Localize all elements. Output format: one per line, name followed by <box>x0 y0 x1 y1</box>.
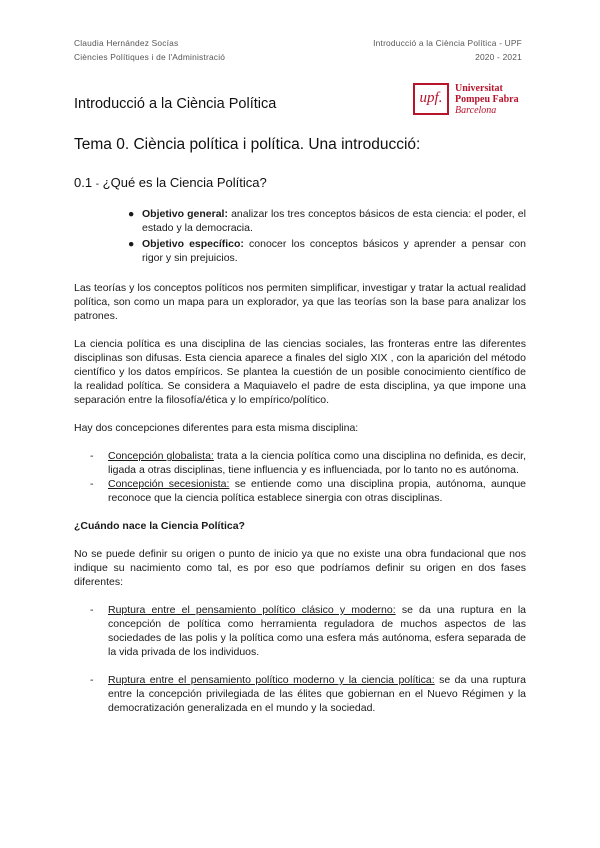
objective-text: conocer los conceptos básicos y aprender a pensar con rigor y sin prejuicios. <box>142 238 526 264</box>
header-year: 2020 - 2021 <box>475 52 522 62</box>
paragraph-origin: No se puede definir su origen o punto de inicio ya que no existe una obra fundacional que nos indique su nacimiento como tal, es por eso que podríamos definir su origen en dos fases diferentes: <box>74 548 526 588</box>
list-item <box>128 207 526 235</box>
conception-label: Concepción secesionista: <box>108 478 230 490</box>
upf-logo-mark: upf. <box>413 83 449 115</box>
section-title <box>74 175 267 190</box>
phase-text: se da una ruptura entre la concepción privilegiada de las élites que gobiernan en el Nuevo Régimen y la democratización generalizada en el mundo y la sociedad. <box>108 674 526 714</box>
logo-line-3: Barcelona <box>455 105 497 116</box>
topic-title: Tema 0. Ciència política i política. Una introducció: <box>74 136 421 153</box>
header-left <box>74 36 225 64</box>
phase-text: se da una ruptura en la concepción de política como herramienta reguladora de muchos aspectos de las sociedades de las polis y la política como una esfera más autónoma, esfera separada de la vida privada de los individuos. <box>108 604 526 658</box>
paragraph-theories: Las teorías y los conceptos políticos nos permiten simplificar, investigar y tratar la actual realidad política, son como un mapa para un explorador, ya que las teorías son la base para analizar los patrones. <box>74 282 526 322</box>
header-author: Claudia Hernández Socías <box>74 38 179 48</box>
list-item <box>90 449 527 477</box>
paragraph-discipline: La ciencia política es una disciplina de las ciencias sociales, las fronteras entre las diferentes disciplinas son difusas. Esta ciencia aparece a finales del siglo XIX , con la aparición del método científico y los datos empíricos. Se plantea la cuestión de un posible conocimiento científico de la realidad política. Se considera a Maquiavelo el padre de esta disciplina, ya que impone una separación entre la filosofía/ética y lo empírico/político. <box>74 338 526 406</box>
objective-label: Objetivo específico: <box>142 238 244 250</box>
dash-marker: - <box>90 450 94 462</box>
body-content <box>74 207 526 715</box>
section-number: 0.1 <box>74 175 93 190</box>
bullet-marker: ● <box>128 208 135 220</box>
objective-text: analizar los tres conceptos básicos de esta ciencia: el poder, el estado y la democracia. <box>142 208 526 234</box>
header-right <box>373 36 522 64</box>
list-item <box>128 237 526 265</box>
conception-text: trata a la ciencia política como una disciplina no definida, es decir, ligada a otras disciplinas, tiene influencia y es influenciada, por lo tanto no es autónoma. <box>108 450 527 476</box>
section-dash: - <box>95 179 100 190</box>
phase-label: Ruptura entre el pensamiento político moderno y la ciencia política: <box>108 674 435 686</box>
list-item <box>90 673 526 715</box>
list-item <box>90 603 526 659</box>
subheading-origin: ¿Cuándo nace la Ciencia Política? <box>74 520 245 532</box>
header-course: Introducció a la Ciència Política - UPF <box>373 38 522 48</box>
phases-list <box>74 603 526 715</box>
paragraph-conceptions-intro: Hay dos concepciones diferentes para esta misma disciplina: <box>74 422 359 434</box>
conception-text: se entiende como una disciplina propia, autónoma, aunque reconoce que la ciencia política establece sinergia con otras disciplinas. <box>108 478 527 504</box>
header-degree: Ciències Polítiques i de l'Administració <box>74 52 226 62</box>
section-title-text: ¿Qué es la Ciencia Política? <box>102 175 267 190</box>
phase-label: Ruptura entre el pensamiento político clásico y moderno: <box>108 604 396 616</box>
document-title: Introducció a la Ciència Política <box>74 96 277 112</box>
conceptions-list <box>74 449 526 505</box>
dash-marker: - <box>90 674 94 686</box>
conception-label: Concepción globalista: <box>108 450 214 462</box>
list-item <box>90 477 527 505</box>
objectives-list <box>74 207 526 265</box>
upf-logo <box>413 82 525 118</box>
dash-marker: - <box>90 604 94 616</box>
bullet-marker: ● <box>128 238 135 250</box>
logo-line-2: Pompeu Fabra <box>455 94 519 105</box>
dash-marker: - <box>90 478 94 490</box>
objective-label: Objetivo general: <box>142 208 228 220</box>
logo-line-1: Universitat <box>455 83 503 94</box>
